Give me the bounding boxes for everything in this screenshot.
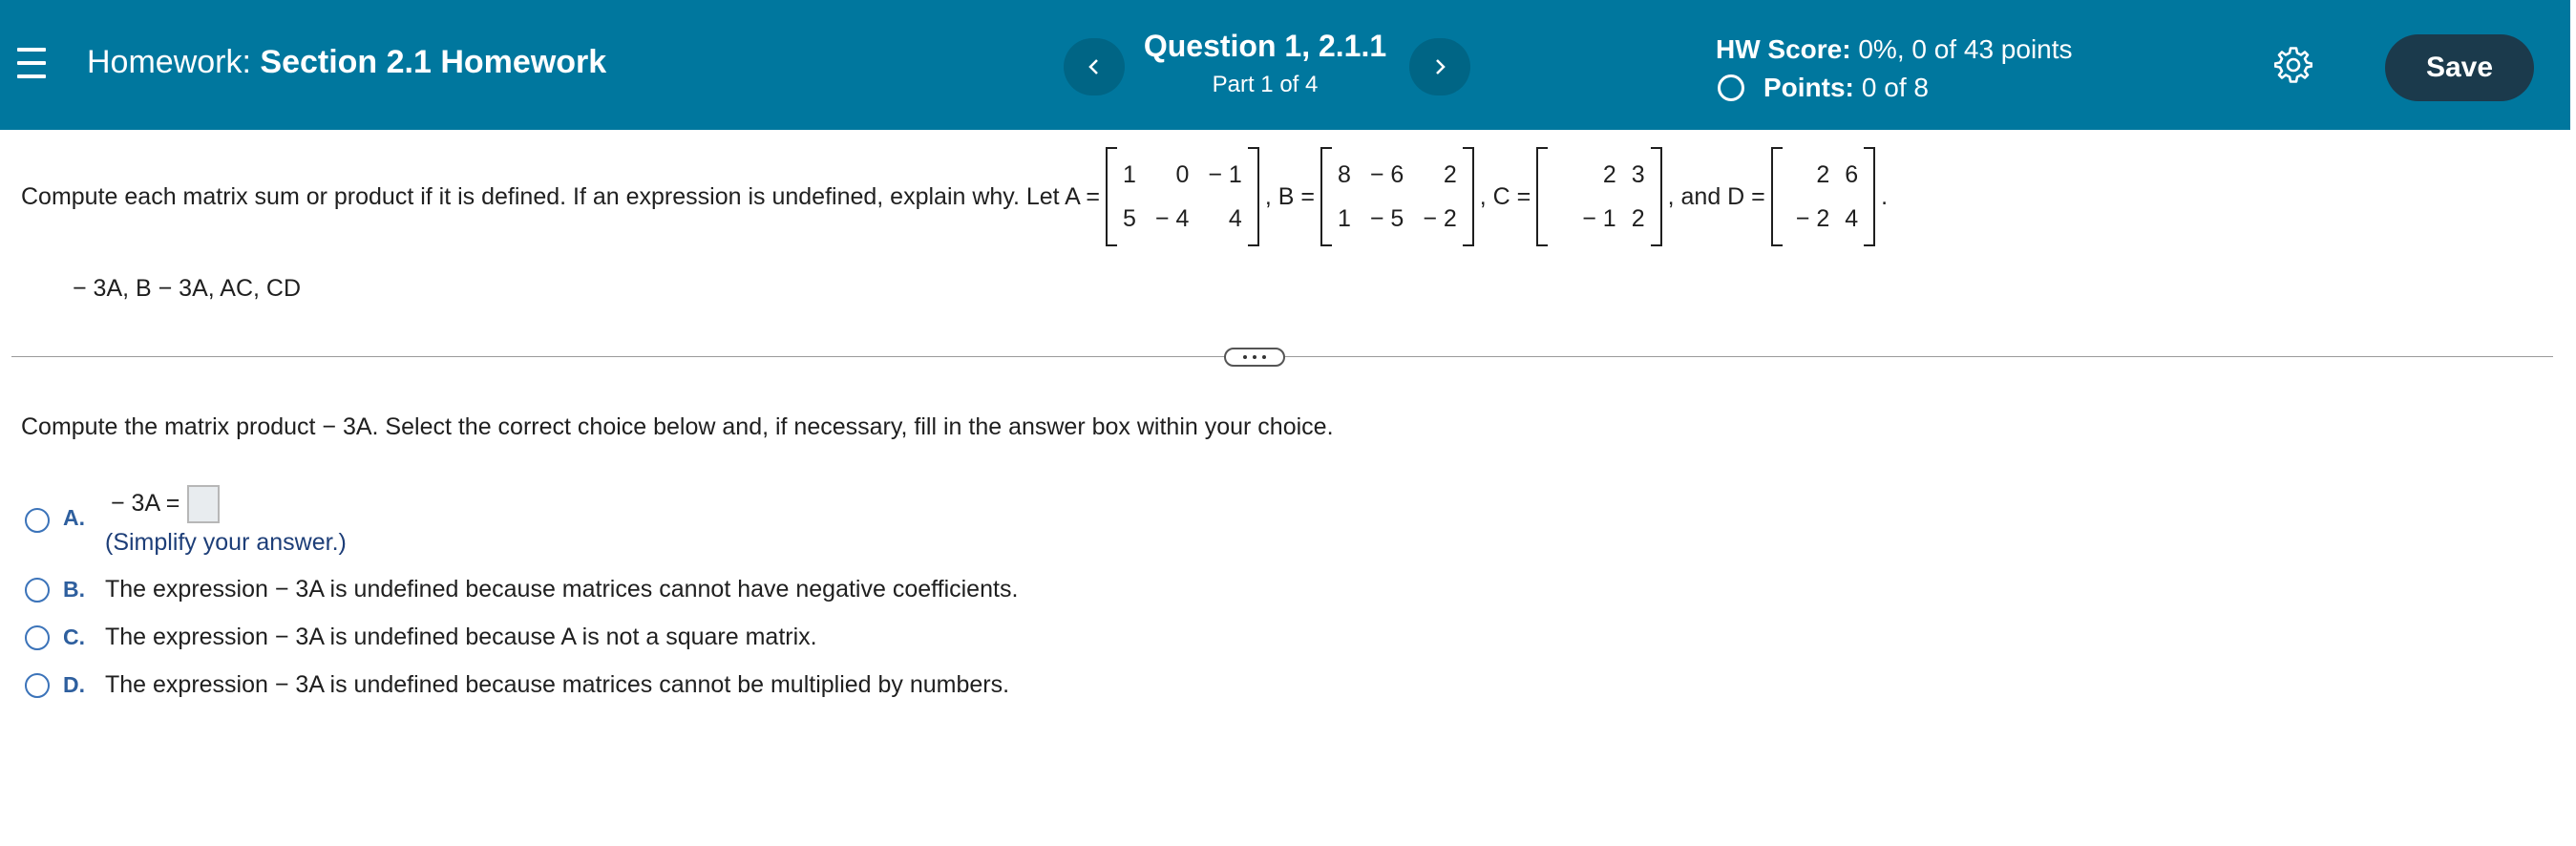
choice-d[interactable]	[25, 671, 1009, 699]
gear-icon[interactable]	[2274, 46, 2312, 84]
matrix-cell: 8	[1337, 160, 1351, 188]
matrix-cell: − 1	[1208, 160, 1242, 188]
hw-score-value: 0%, 0 of 43 points	[1858, 34, 2073, 64]
chevron-right-icon	[1429, 56, 1450, 77]
choice-b-letter: B.	[63, 577, 85, 602]
hw-score	[1716, 34, 2073, 65]
choice-d-letter: D.	[63, 672, 85, 697]
matrix-cell: − 1	[1582, 204, 1616, 232]
matrix-b	[1320, 147, 1474, 246]
previous-question-button[interactable]	[1064, 38, 1125, 95]
choice-a-hint: (Simplify your answer.)	[105, 528, 347, 556]
statement-end: .	[1881, 182, 1889, 210]
matrix-cell: 2	[1443, 160, 1457, 188]
question-points	[1716, 73, 2073, 103]
problem-intro: Compute each matrix sum or product if it is defined. If an expression is undefined, explain why. Let A =	[21, 182, 1101, 210]
answer-input[interactable]	[187, 485, 220, 523]
matrix-cell: 1	[1337, 204, 1351, 232]
matrix-a	[1106, 147, 1259, 246]
separator-b: , B =	[1264, 182, 1315, 210]
choice-c-radio[interactable]	[25, 625, 50, 650]
next-question-button[interactable]	[1409, 38, 1470, 95]
choice-c[interactable]	[25, 624, 817, 651]
choice-a[interactable]	[25, 482, 347, 559]
choice-b-radio[interactable]	[25, 578, 50, 603]
choice-a-letter: A.	[63, 504, 85, 530]
matrix-cell: − 4	[1154, 204, 1190, 232]
choice-a-body	[105, 485, 347, 557]
question-indicator	[1127, 29, 1404, 98]
separator-c: , C =	[1479, 182, 1531, 210]
choice-b[interactable]	[25, 576, 1018, 603]
matrix-cell: 6	[1845, 160, 1859, 188]
choice-a-radio[interactable]	[25, 508, 50, 533]
hamburger-menu-icon[interactable]	[17, 48, 46, 80]
matrix-cell: 2	[1602, 160, 1616, 188]
choice-a-expr-label: − 3A =	[111, 490, 180, 517]
matrix-cell: 2	[1631, 204, 1645, 232]
instruction-text: Compute the matrix product − 3A. Select the correct choice below and, if necessary, fill in the answer box within your choice.	[21, 413, 1334, 440]
choice-c-text: The expression − 3A is undefined because A is not a square matrix.	[105, 624, 817, 650]
matrix-cell: − 2	[1423, 204, 1457, 232]
separator-d: , and D =	[1667, 182, 1765, 210]
question-title: Question 1, 2.1.1	[1143, 29, 1387, 63]
matrix-cell: − 6	[1369, 160, 1404, 188]
points-status-icon	[1718, 74, 1744, 101]
matrix-cell: 4	[1845, 204, 1859, 232]
matrix-cell: 5	[1123, 204, 1136, 232]
choice-a-expression	[105, 485, 347, 523]
ellipsis-icon	[1243, 355, 1247, 359]
matrix-cell: 2	[1816, 160, 1830, 188]
matrix-cell: 1	[1123, 160, 1136, 188]
points-value: 0 of 8	[1861, 73, 1929, 102]
problem-statement	[21, 143, 1888, 250]
matrix-d	[1771, 147, 1875, 246]
hw-score-label: HW Score:	[1716, 34, 1851, 64]
save-button[interactable]: Save	[2385, 34, 2534, 101]
homework-title	[87, 44, 606, 81]
homework-name: Section 2.1 Homework	[260, 44, 607, 80]
matrix-c	[1536, 147, 1661, 246]
matrix-cell: − 5	[1369, 204, 1404, 232]
matrix-cell: 3	[1631, 160, 1645, 188]
matrix-cell: − 2	[1795, 204, 1830, 232]
score-panel	[1716, 34, 2073, 103]
task-list: − 3A, B − 3A, AC, CD	[73, 275, 302, 302]
choice-d-text: The expression − 3A is undefined because matrices cannot be multiplied by numbers.	[105, 671, 1010, 698]
matrix-cell: 4	[1228, 204, 1242, 232]
expand-toggle-button[interactable]	[1224, 348, 1285, 367]
matrix-cell: 0	[1175, 160, 1190, 188]
homework-prefix: Homework:	[87, 44, 251, 80]
chevron-left-icon	[1084, 56, 1105, 77]
choice-d-radio[interactable]	[25, 673, 50, 698]
choice-b-text: The expression − 3A is undefined because matrices cannot have negative coefficients.	[105, 576, 1019, 603]
question-part: Part 1 of 4	[1212, 72, 1319, 97]
points-label: Points:	[1763, 73, 1854, 102]
top-bar	[0, 0, 2570, 130]
choice-c-letter: C.	[63, 624, 85, 649]
